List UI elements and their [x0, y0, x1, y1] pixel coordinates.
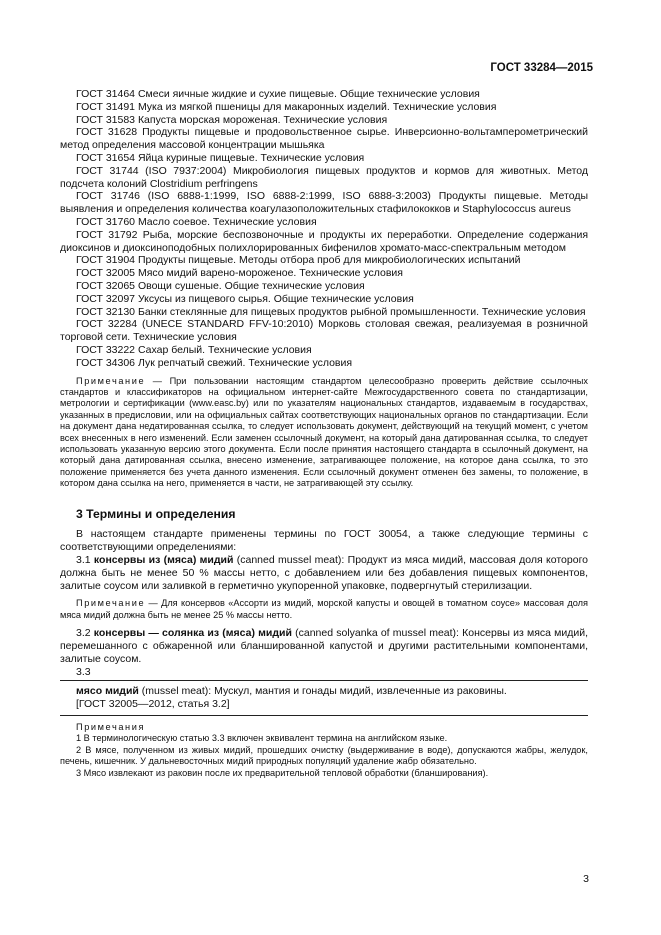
reference-item: ГОСТ 31654 Яйца куриные пищевые. Технические условия: [76, 151, 365, 164]
reference-item: ГОСТ 31746 (ISO 6888-1:1999, ISO 6888-2:1999, ISO 6888-3:2003) Продукты пищевые. Методы выявления и определения количества коагулазоположительных стафилококков и Staphylococcus aureus: [60, 190, 588, 216]
references-note: [60, 376, 588, 490]
reference-item: ГОСТ 33222 Сахар белый. Технические условия: [76, 343, 312, 356]
term-name: мясо мидий: [76, 685, 139, 698]
reference-item: ГОСТ 32097 Уксусы из пищевого сырья. Общие технические условия: [76, 292, 414, 305]
term-definition: (canned mussel meat): Продукт из мяса мидий, массовая доля которого должна быть не менее 50 % массы нетто, с добавлением или без добавления пищевых компонентов, залитые соусом или заливкой в герметично укупоренной упаковке, подвергнутый стерилизации.: [60, 553, 589, 592]
reference-item: ГОСТ 32130 Банки стеклянные для пищевых продуктов рыбной промышленности. Технические условия: [76, 305, 586, 318]
reference-item: ГОСТ 32005 Мясо мидий варено-мороженое. Технические условия: [76, 267, 403, 280]
document-number-header: ГОСТ 33284—2015: [490, 62, 593, 74]
page-content: [60, 88, 588, 779]
note-text: — При пользовании настоящим стандартом целесообразно проверить действие ссылочных стандартов и классификаторов на официальном интернет-сайте Межгосударственного совета по стандартизации, метрологии и сертификации (www.easc.by) или по указателям национальных стандартов, издаваемым в государствах, указанных в предисловии, или на официальных сайтах соответствующих национальных органов по стандартизации. Если на документ дана недатированная ссылка, то следует использовать документ, действующий на текущий момент, с учетом всех внесенных в него изменений. Если заменен ссылочный документ, на который дана датированная ссылка, то следует использовать указанную версию этого документа. Если после принятия настоящего стандарта в ссылочный документ, на который дана датированная ссылка, внесено изменение, затрагивающее положение, на которое дана ссылка, то это положение применяется без учета данного изменения. Если ссылочный документ отменен без замены, то положение, в котором дана ссылка на него, применяется в части, не затрагивающей эту ссылку.: [60, 375, 588, 489]
reference-item: ГОСТ 31464 Смеси яичные жидкие и сухие пищевые. Общие технические условия: [76, 88, 480, 100]
term-definition: (mussel meat): Мускул, мантия и гонады мидий, извлеченные из раковины.: [138, 685, 507, 698]
term-definition: (canned solyanka of mussel meat): Консервы из мяса мидий, перемешанного с обжаренной или бланшированной капустой и другими растительными компонентами, залитые соусом.: [60, 627, 588, 665]
term-entry-3-3: [76, 685, 588, 698]
note-text: — Для консервов «Ассорти из мидий, морской капусты и овощей в томатном соусе» массовая доля мяса мидий должна быть не менее 25 % массы нетто.: [60, 598, 588, 620]
term-name: консервы из (мяса) мидий: [93, 553, 234, 566]
section-intro: В настоящем стандарте применены термины по ГОСТ 30054, а также следующие термины с соответствующими определениями:: [60, 528, 588, 554]
note-item: 2 В мясе, полученном из живых мидий, прошедших очистку (выдерживание в воде), допускаются жабры, желудок, печень, кишечник. У дальневосточных мидий природных популяций удаление жабр обязательно.: [60, 744, 588, 767]
note-item: 3 Мясо извлекают из раковин после их предварительной тепловой обработки (бланширования).: [76, 767, 489, 778]
term-number: 3.1: [76, 553, 94, 566]
term-number: 3.2: [76, 627, 94, 640]
term-name: консервы — солянка из (мяса) мидий: [93, 627, 292, 640]
note-label: Примечание: [76, 375, 146, 386]
term-entry-3-3-box: [60, 680, 588, 716]
reference-item: ГОСТ 31904 Продукты пищевые. Методы отбора проб для микробиологических испытаний: [76, 254, 521, 267]
notes-title: Примечания: [76, 721, 146, 732]
term-source: [ГОСТ 32005—2012, статья 3.2]: [76, 698, 230, 711]
note-label: Примечание: [76, 598, 146, 609]
term-entry-3-1: [60, 554, 588, 592]
reference-item: ГОСТ 31583 Капуста морская мороженая. Технические условия: [76, 113, 388, 126]
reference-item: ГОСТ 34306 Лук репчатый свежий. Технические условия: [76, 356, 353, 369]
reference-item: ГОСТ 31792 Рыба, морские беспозвоночные и продукты их переработки. Определение содержания диоксинов и диоксиноподобных полихлорированных бифенилов хромато-масс-спектральным методом: [60, 228, 588, 254]
section-title: 3 Термины и определения: [76, 506, 236, 521]
normative-references-list: [60, 88, 588, 370]
notes-list: [60, 733, 588, 779]
note-item: 1 В терминологическую статью 3.3 включен эквивалент термина на английском языке.: [76, 733, 448, 744]
reference-item: ГОСТ 32065 Овощи сушеные. Общие технические условия: [76, 279, 365, 292]
reference-item: ГОСТ 31744 (ISO 7937:2004) Микробиология пищевых продуктов и кормов для животных. Метод подсчета колоний Clostridium perfringens: [60, 164, 588, 190]
term-entry-3-2: [60, 627, 588, 665]
term-number-3-3: 3.3: [76, 665, 91, 678]
page-number: 3: [583, 873, 589, 885]
reference-item: ГОСТ 31760 Масло соевое. Технические условия: [76, 215, 317, 228]
reference-item: ГОСТ 31628 Продукты пищевые и продовольственное сырье. Инверсионно-вольтамперометрический метод определения массовой концентрации мышьяка: [60, 126, 588, 152]
term-note: [60, 598, 588, 621]
reference-item: ГОСТ 31491 Мука из мягкой пшеницы для макаронных изделий. Технические условия: [76, 100, 497, 113]
reference-item: ГОСТ 32284 (UNECE STANDARD FFV-10:2010) Морковь столовая свежая, реализуемая в розничной торговой сети. Технические условия: [60, 318, 588, 344]
